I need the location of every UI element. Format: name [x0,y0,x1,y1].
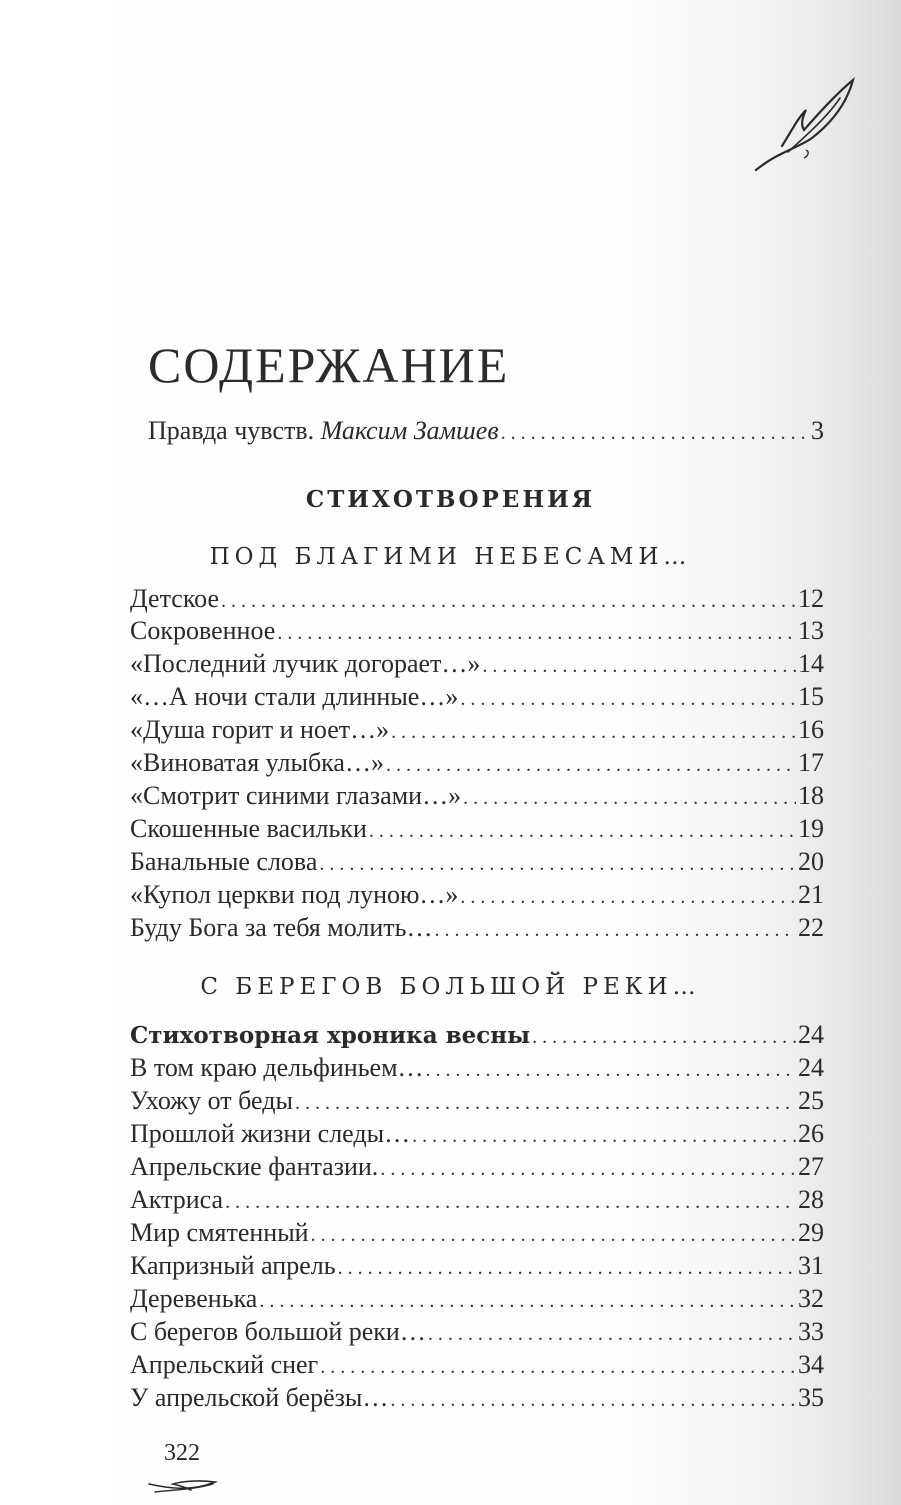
entry-title: Буду Бога за тебя молить… [130,913,433,942]
entry-title: Деревенька [130,1284,258,1313]
toc-entry[interactable] [130,1284,824,1316]
entry-page: 21 [798,880,824,909]
page-title: СОДЕРЖАНИЕ [148,337,510,393]
dot-leader [320,1352,796,1382]
toc-entry[interactable] [130,913,824,945]
dot-leader [259,1286,796,1316]
entry-title: Ухожу от беды [130,1086,293,1115]
entry-title: Мир смятенный [130,1218,309,1247]
entry-page: 31 [798,1251,824,1280]
entry-title: Детское [130,584,219,613]
entry-page: 16 [798,715,824,744]
dot-leader [482,651,796,681]
section-heading: С БЕРЕГОВ БОЛЬШОЙ РЕКИ… [200,974,701,1000]
page-number: 322 [164,1440,200,1466]
entry-page: 26 [798,1119,824,1148]
entry-title: «Купол церкви под луною…» [130,880,459,909]
entry-title: «…А ночи стали длинные…» [130,682,459,711]
entry-page: 33 [798,1317,824,1346]
toc-entry[interactable] [130,1119,824,1151]
entry-page: 29 [798,1218,824,1247]
entry-page: 13 [798,616,824,645]
toc-entry[interactable] [130,814,824,846]
entry-page: 20 [798,847,824,876]
dot-leader [460,882,796,912]
toc-entry[interactable] [130,847,824,879]
entry-title: С берегов большой реки… [130,1317,426,1346]
toc-entry[interactable] [130,649,824,681]
dot-leader [380,1154,796,1184]
toc-entry[interactable] [130,1317,824,1349]
toc-entry[interactable] [130,1185,824,1217]
dot-leader [428,1319,796,1349]
dot-leader [225,1187,796,1217]
entry-page: 22 [798,913,824,942]
dot-leader [319,849,796,879]
dot-leader [369,816,796,846]
toc-entry[interactable] [130,1383,824,1415]
entry-page: 12 [798,584,824,613]
dot-leader [460,684,796,714]
dot-leader [463,783,796,813]
dot-leader [338,1253,796,1283]
entry-page: 15 [798,682,824,711]
entry-page: 32 [798,1284,824,1313]
toc-entry[interactable] [130,616,824,648]
entry-page: 28 [798,1185,824,1214]
dot-leader [386,750,796,780]
entry-page: 35 [798,1383,824,1412]
toc-entry[interactable] [130,880,824,912]
entry-title: Капризный апрель [130,1251,336,1280]
entry-page: 25 [798,1086,824,1115]
toc-entry[interactable] [130,1086,824,1118]
dot-leader [277,618,796,648]
entry-title: «Последний лучик догорает…» [130,649,481,678]
dot-leader [532,1022,796,1052]
entry-title: Правда чувств. [148,416,315,445]
entry-title: Сокровенное [130,616,276,645]
entry-page: 34 [798,1350,824,1379]
dot-leader [501,418,809,448]
toc-entry[interactable] [130,1218,824,1250]
section-heading: ПОД БЛАГИМИ НЕБЕСАМИ… [209,544,692,570]
entry-title: У апрельской берёзы… [130,1383,389,1412]
entry-title: Банальные слова [130,847,318,876]
entry-page: 3 [811,416,824,445]
entry-author: Максим Замшев [320,416,499,445]
toc-entry[interactable] [130,1251,824,1283]
entry-title: Актриса [130,1185,224,1214]
toc-entry[interactable] [130,715,824,747]
toc-entry[interactable] [130,781,824,813]
entry-page: 17 [798,748,824,777]
toc-entry-preface[interactable] [148,416,824,448]
dot-leader [311,1220,796,1250]
entry-title: Стихотворная хроника весны [130,1022,531,1049]
entry-title: Апрельский снег [130,1350,319,1379]
entry-title: «Душа горит и ноет…» [130,715,390,744]
dot-leader [412,1121,796,1151]
entry-title: Прошлой жизни следы… [130,1119,411,1148]
dot-leader [295,1088,796,1118]
dot-leader [434,915,796,945]
entry-title: «Виноватая улыбка…» [130,748,384,777]
dot-leader [390,1385,796,1415]
toc-entry[interactable] [130,748,824,780]
entry-page: 24 [798,1020,824,1049]
dot-leader [391,717,796,747]
feather-icon [147,1478,219,1498]
major-section-heading: СТИХОТВОРЕНИЯ [305,486,596,513]
toc-entry[interactable] [130,1020,824,1052]
dot-leader [221,586,796,616]
entry-title: В том краю дельфиньем… [130,1053,424,1082]
entry-page: 18 [798,781,824,810]
entry-page: 14 [798,649,824,678]
entry-page: 24 [798,1053,824,1082]
toc-entry[interactable] [130,1152,824,1184]
toc-entry[interactable] [130,682,824,714]
entry-title: Скошенные васильки [130,814,367,843]
feather-icon [748,72,860,180]
entry-title: Апрельские фантазии. [130,1152,379,1181]
entry-title: «Смотрит синими глазами…» [130,781,462,810]
toc-entry[interactable] [130,584,824,616]
entry-page: 27 [798,1152,824,1181]
dot-leader [426,1055,796,1085]
toc-entry[interactable] [130,1053,824,1085]
toc-entry[interactable] [130,1350,824,1382]
entry-page: 19 [798,814,824,843]
